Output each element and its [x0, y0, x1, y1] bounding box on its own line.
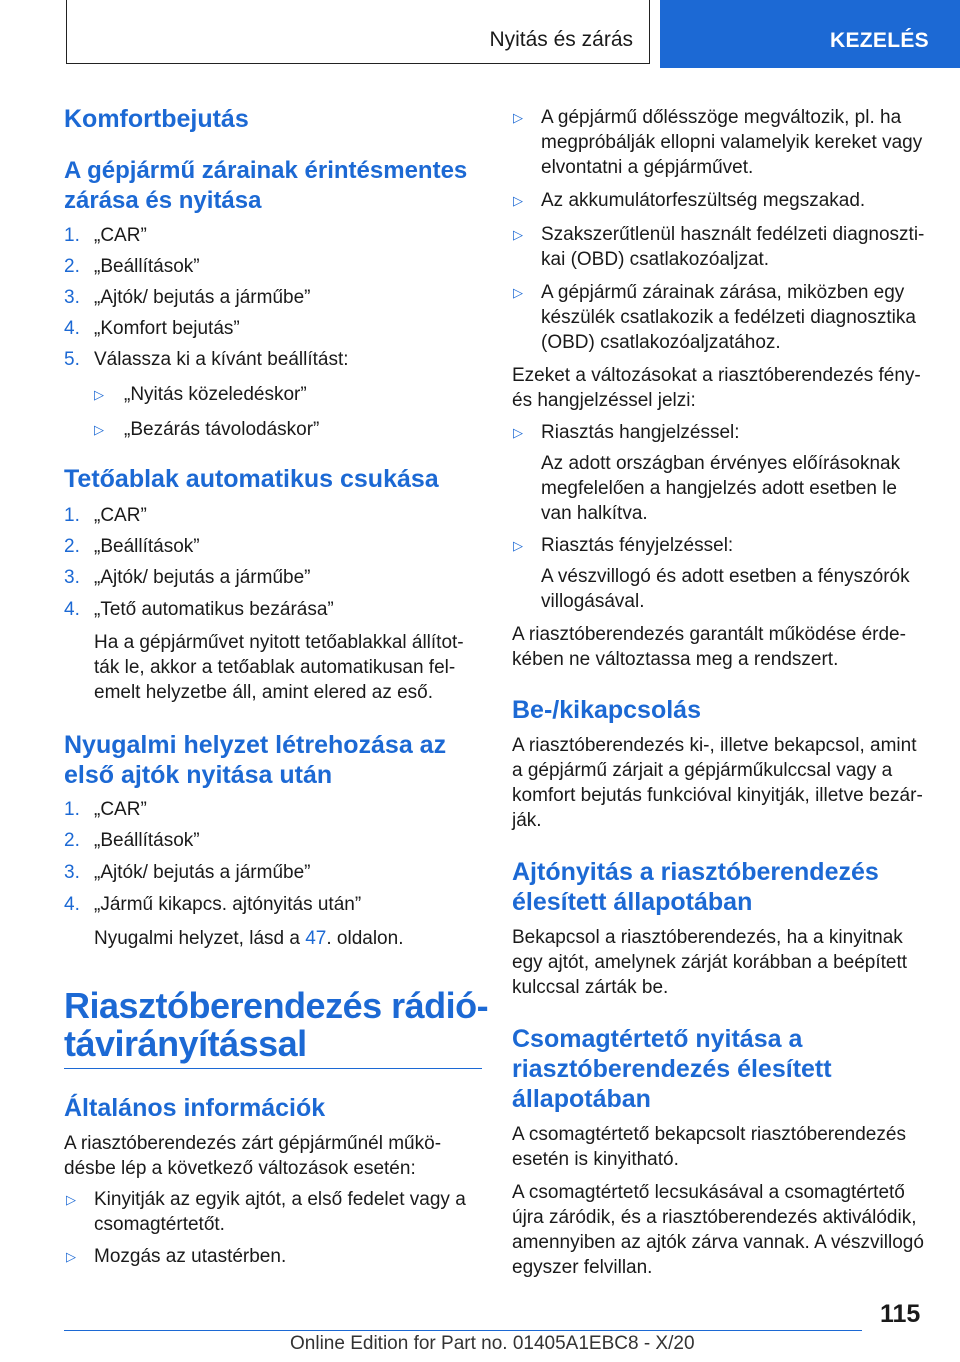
step-para-line: ták le, akkor a tetőablak automatikusan fel- [94, 657, 456, 678]
step-number: 2. [64, 256, 80, 277]
para-line: kulccsal zárták be. [512, 977, 669, 998]
page-number: 115 [880, 1300, 921, 1328]
option-text: „Nyitás közeledéskor” [124, 384, 307, 405]
para-line: A csomagtértető bekapcsolt riasztóberendezés [512, 1124, 906, 1145]
triangle-right-outline-icon: ▷ [513, 110, 523, 125]
para-line: désbe lép a következő változások esetén: [64, 1158, 416, 1179]
step-para-line [94, 926, 403, 951]
heading-csomagterteto-line1: Csomagtértető nyitása a [512, 1025, 803, 1053]
step-text: „CAR” [94, 225, 147, 246]
bullet-para: megfelelően a hangjelzés adott esetben le [541, 478, 897, 499]
para-line: Ezeket a változásokat a riasztóberendezés fény- [512, 365, 921, 386]
para-line: A riasztóberendezés zárt gépjárműnél műkö- [64, 1133, 442, 1154]
para-line: esetén is kinyitható. [512, 1149, 679, 1170]
step-number: 4. [64, 318, 80, 339]
step-number: 4. [64, 599, 80, 620]
para-line: A csomagtértető lecsukásával a csomagtértető [512, 1182, 905, 1203]
triangle-right-outline-icon: ▷ [513, 285, 523, 300]
heading-ajtonyitas-line1: Ajtónyitás a riasztóberendezés [512, 858, 879, 886]
bullet-text: A gépjármű dőlésszöge megváltozik, pl. ha [541, 107, 902, 128]
step-number: 3. [64, 862, 80, 883]
bullet-text: Szakszerűtlenül használt fedélzeti diagnoszti- [541, 224, 925, 245]
heading-be-kikapcsolas: Be-/kikapcsolás [512, 696, 701, 724]
bullet-text: Kinyitják az egyik ajtót, a első fedelet vagy a [94, 1189, 466, 1210]
bullet-para: A vészvillogó és adott esetben a fényszórók [541, 566, 910, 587]
chapter-title-line1: Riasztóberendezés rádió- [64, 985, 489, 1026]
para-line: komfort bejutás funkcióval kinyitják, illetve bezár- [512, 785, 923, 806]
step-para-line: Ha a gépjárművet nyitott tetőablakkal állítot- [94, 632, 464, 653]
bullet-para: van halkítva. [541, 503, 648, 524]
heading-altalanos: Általános információk [64, 1094, 326, 1122]
step-text: „Tető automatikus bezárása” [94, 599, 334, 620]
step-text: „Beállítások” [94, 536, 200, 557]
triangle-right-outline-icon: ▷ [513, 538, 523, 553]
heading-csomagterteto-line3: állapotában [512, 1085, 651, 1113]
step-text: „Jármű kikapcs. ajtónyitás után” [94, 894, 362, 915]
para-line: egy ajtót, amelynek zárját korábban a beépített [512, 952, 908, 973]
heading-ajtonyitas-line2: élesített állapotában [512, 888, 753, 916]
triangle-right-outline-icon: ▷ [513, 193, 523, 208]
step-text: „CAR” [94, 799, 147, 820]
step-text: „Ajtók/ bejutás a járműbe” [94, 862, 311, 883]
para-line: a gépjármű zárjait a gépjárműkulccsal vagy a [512, 760, 893, 781]
para-line: A riasztóberendezés ki-, illetve bekapcsol, amint [512, 735, 917, 756]
heading-tetoablak: Tetőablak automatikus csukása [64, 465, 439, 493]
step-text: „Beállítások” [94, 256, 200, 277]
bullet-text: Az akkumulátorfeszültség megszakad. [541, 190, 866, 211]
chapter-title-line2: távirányítással [64, 1023, 307, 1064]
bullet-text: Riasztás hangjelzéssel: [541, 422, 740, 443]
para-text: . oldalon. [326, 928, 404, 949]
step-text: Válassza ki a kívánt beállítást: [94, 349, 349, 370]
step-number: 1. [64, 505, 80, 526]
triangle-right-outline-icon: ▷ [66, 1249, 76, 1264]
step-text: „CAR” [94, 505, 147, 526]
triangle-right-outline-icon: ▷ [94, 387, 104, 402]
step-number: 3. [64, 567, 80, 588]
bullet-text: (OBD) csatlakozóaljzatához. [541, 332, 781, 353]
step-number: 2. [64, 536, 80, 557]
para-text: Nyugalmi helyzet, lásd a [94, 928, 306, 949]
heading-nyugalmi-line2: első ajtók nyitása után [64, 761, 333, 789]
chapter-title-rule [64, 1068, 482, 1069]
step-number: 4. [64, 894, 80, 915]
bullet-text: csomagtértetőt. [94, 1214, 225, 1235]
step-para-line: emelt helyzetbe áll, amint elered az eső. [94, 682, 434, 703]
step-text: „Komfort bejutás” [94, 318, 240, 339]
triangle-right-outline-icon: ▷ [94, 422, 104, 437]
bullet-text: kai (OBD) csatlakozóaljzat. [541, 249, 770, 270]
para-line: egyszer felvillan. [512, 1257, 653, 1278]
bullet-text: készülék csatlakozik a fedélzeti diagnosztika [541, 307, 916, 328]
para-line: A riasztóberendezés garantált működése érde- [512, 624, 906, 645]
option-text: „Bezárás távolodáskor” [124, 419, 320, 440]
bullet-para: Az adott országban érvényes előírásoknak [541, 453, 901, 474]
step-text: „Ajtók/ bejutás a járműbe” [94, 567, 311, 588]
bullet-text: Mozgás az utastérben. [94, 1246, 287, 1267]
step-text: „Ajtók/ bejutás a járműbe” [94, 287, 311, 308]
heading-komfortbejutas: Komfortbejutás [64, 105, 249, 133]
bullet-text: A gépjármű zárainak zárása, miközben egy [541, 282, 905, 303]
footer-edition: Online Edition for Part no. 01405A1EBC8 - X/20 [290, 1333, 695, 1354]
header-box [66, 0, 650, 64]
step-number: 3. [64, 287, 80, 308]
para-line: és hangjelzéssel jelzi: [512, 390, 696, 411]
bullet-text: Riasztás fényjelzéssel: [541, 535, 734, 556]
triangle-right-outline-icon: ▷ [513, 227, 523, 242]
chapter-tab[interactable]: KEZELÉS [660, 0, 960, 68]
step-number: 2. [64, 830, 80, 851]
step-number: 1. [64, 225, 80, 246]
section-title: Nyitás és zárás [489, 28, 633, 51]
para-line: ják. [512, 810, 542, 831]
footer-rule [64, 1330, 862, 1331]
triangle-right-outline-icon: ▷ [513, 425, 523, 440]
heading-csomagterteto-line2: riasztóberendezés élesített [512, 1055, 832, 1083]
page-link[interactable]: 47 [305, 928, 327, 949]
step-number: 5. [64, 349, 80, 370]
triangle-right-outline-icon: ▷ [66, 1192, 76, 1207]
para-line: amennyiben az ajtók zárva vannak. A vészvillogó [512, 1232, 924, 1253]
para-line: Bekapcsol a riasztóberendezés, ha a kinyitnak [512, 927, 903, 948]
heading-nyugalmi-line1: Nyugalmi helyzet létrehozása az [64, 731, 447, 759]
heading-komfort-sub-line1: A gépjármű zárainak érintésmentes [64, 157, 468, 184]
bullet-text: megpróbálják ellopni valamelyik kereket vagy [541, 132, 923, 153]
step-text: „Beállítások” [94, 830, 200, 851]
bullet-para: villogásával. [541, 591, 645, 612]
step-number: 1. [64, 799, 80, 820]
para-line: újra záródik, és a riasztóberendezés aktiválódik, [512, 1207, 917, 1228]
heading-komfort-sub-line2: zárása és nyitása [64, 187, 262, 214]
para-line: kében ne változtassa meg a rendszert. [512, 649, 839, 670]
bullet-text: elvontatni a gépjárművet. [541, 157, 754, 178]
